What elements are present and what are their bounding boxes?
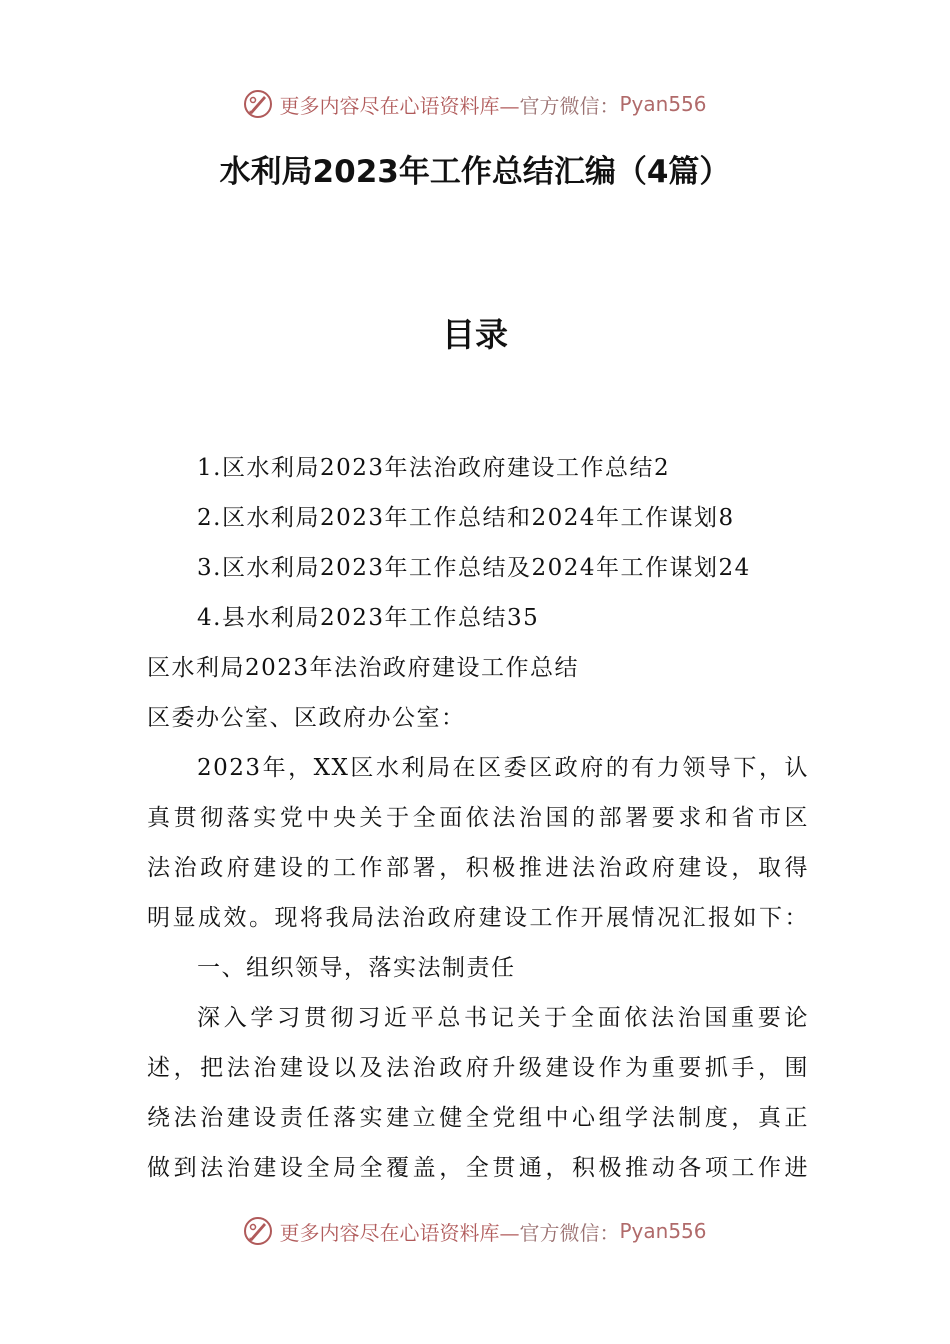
watermark-text: 更多内容尽在心语资料库— xyxy=(279,1220,520,1245)
quill-pen-seal-icon xyxy=(243,89,273,119)
section-heading: 一、组织领导，落实法制责任 xyxy=(197,955,516,981)
document-body xyxy=(147,443,809,1193)
paragraph-line: 深入学习贯彻习近平总书记关于全面依法治国重要论 xyxy=(197,1005,809,1031)
toc-item[interactable]: 2.区水利局2023年工作总结和2024年工作谋划8 xyxy=(197,505,735,531)
watermark-wechat-id: Pyan556 xyxy=(619,1219,707,1243)
paragraph-2 xyxy=(147,993,809,1193)
watermark-header xyxy=(0,84,950,124)
toc-list xyxy=(147,443,809,643)
paragraph-line: 2023年，XX区水利局在区委区政府的有力领导下，认 xyxy=(197,755,809,781)
article-salutation: 区委办公室、区政府办公室： xyxy=(147,705,466,731)
paragraph-line: 述，把法治建设以及法治政府升级建设作为重要抓手，围 xyxy=(147,1055,809,1081)
paragraph-1 xyxy=(147,743,809,943)
toc-heading: 目录 xyxy=(442,315,508,354)
paragraph-line: 做到法治建设全局全覆盖，全贯通，积极推动各项工作进 xyxy=(147,1155,809,1181)
watermark-wechat-label: 官方微信： xyxy=(519,93,620,118)
watermark-wechat-label: 官方微信： xyxy=(519,1220,620,1245)
watermark-footer xyxy=(0,1211,950,1251)
quill-pen-seal-icon xyxy=(243,1216,273,1246)
document-title: 水利局2023年工作总结汇编（4篇） xyxy=(219,154,731,190)
article-title: 区水利局2023年法治政府建设工作总结 xyxy=(147,655,580,681)
paragraph-line: 法治政府建设的工作部署，积极推进法治政府建设，取得 xyxy=(147,855,809,881)
watermark-wechat-id: Pyan556 xyxy=(619,92,707,116)
toc-item[interactable]: 4.县水利局2023年工作总结35 xyxy=(197,605,540,631)
paragraph-line: 明显成效。现将我局法治政府建设工作开展情况汇报如下： xyxy=(147,905,809,931)
paragraph-line: 绕法治建设责任落实建立健全党组中心组学法制度，真正 xyxy=(147,1105,809,1131)
toc-item[interactable]: 1.区水利局2023年法治政府建设工作总结2 xyxy=(197,455,671,481)
paragraph-line: 真贯彻落实党中央关于全面依法治国的部署要求和省市区 xyxy=(147,805,809,831)
watermark-text: 更多内容尽在心语资料库— xyxy=(279,93,520,118)
toc-item[interactable]: 3.区水利局2023年工作总结及2024年工作谋划24 xyxy=(197,555,751,581)
